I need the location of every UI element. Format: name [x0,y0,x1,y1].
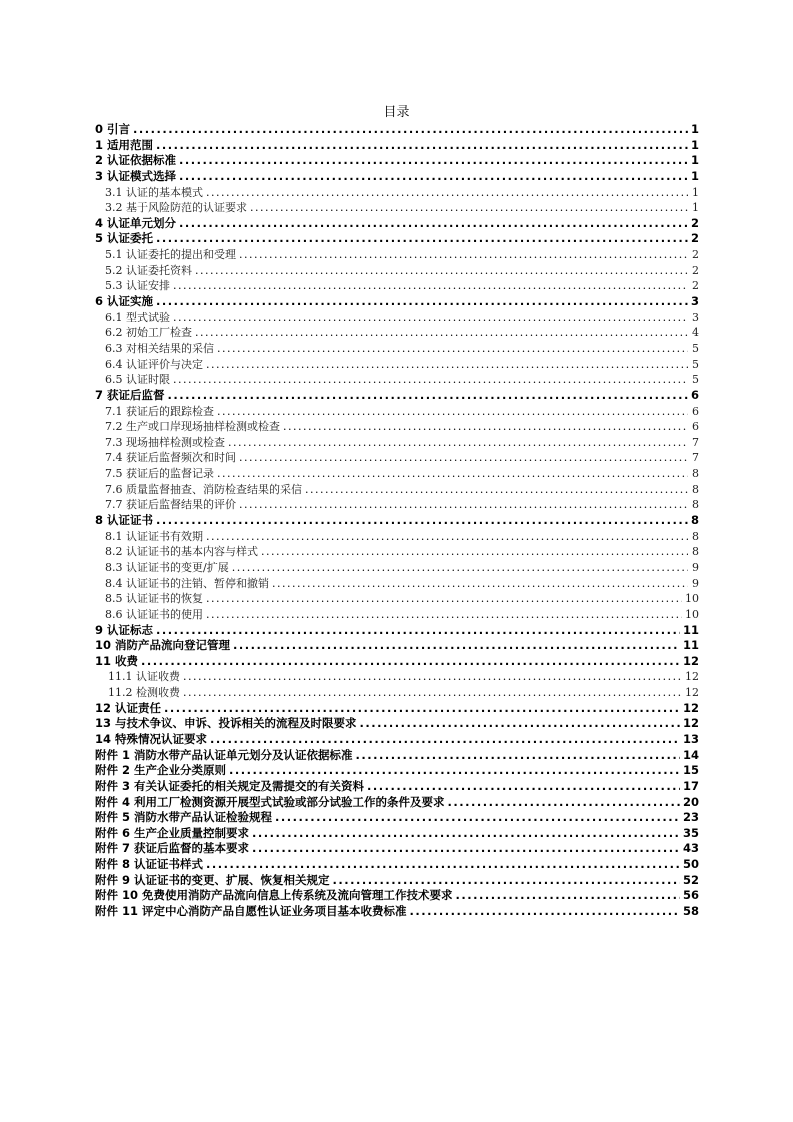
toc-entry-label: 6.4 认证评价与决定 [105,357,203,371]
toc-entry[interactable] [95,231,699,247]
toc-entry[interactable] [95,873,699,889]
toc-entry-page-number: 9 [692,560,699,574]
toc-entry-label: 11.1 认证收费 [108,670,180,684]
toc-entry[interactable] [95,138,699,154]
toc-dot-leader [356,748,680,764]
toc-dot-leader [179,216,688,232]
toc-entry-label: 5.2 认证委托资料 [105,263,192,277]
toc-entry-label: 6.5 认证时限 [105,373,170,387]
toc-entry-label: 10 消防产品流向登记管理 [95,638,231,653]
toc-dot-leader [206,857,680,873]
toc-entry[interactable] [95,716,699,732]
toc-dot-leader [239,497,688,513]
toc-entry[interactable] [95,482,699,498]
toc-dot-leader [252,826,680,842]
toc-dot-leader [206,607,682,623]
toc-dot-leader [133,122,688,138]
toc-dot-leader [183,669,682,685]
toc-entry-page-number: 1 [692,201,699,215]
toc-entry[interactable] [95,513,699,529]
toc-entry-label: 3.2 基于风险防范的认证要求 [105,201,247,215]
toc-entry[interactable] [95,216,699,232]
toc-entry-page-number: 35 [682,825,699,840]
toc-dot-leader [367,779,680,795]
toc-entry[interactable] [95,826,699,842]
toc-entry[interactable] [95,404,699,420]
toc-dot-leader [156,513,688,529]
toc-entry[interactable] [95,466,699,482]
toc-dot-leader [217,404,688,420]
toc-entry-label: 8.2 认证证书的基本内容与样式 [105,545,258,559]
toc-entry[interactable] [95,701,699,717]
toc-dot-leader [261,544,688,560]
toc-dot-leader [333,873,680,889]
toc-entry-page-number: 5 [692,341,699,355]
toc-entry[interactable] [95,419,699,435]
toc-entry-page-number: 1 [690,153,699,168]
toc-entry[interactable] [95,763,699,779]
toc-dot-leader [229,763,680,779]
toc-entry[interactable] [95,294,699,310]
toc-entry-page-number: 9 [692,576,699,590]
toc-dot-leader [283,419,688,435]
toc-dot-leader [275,810,680,826]
toc-entry[interactable] [95,638,699,654]
toc-entry-page-number: 23 [682,810,699,825]
toc-entry-page-number: 43 [682,841,699,856]
toc-entry-page-number: 12 [682,653,699,668]
toc-dot-leader [272,576,688,592]
toc-entry-label: 附件 3 有关认证委托的相关规定及需提交的有关资料 [95,778,365,793]
toc-entry-page-number: 1 [690,168,699,183]
toc-entry-label: 附件 1 消防水带产品认证单元划分及认证依据标准 [95,747,353,762]
toc-dot-leader [141,654,680,670]
toc-entry-page-number: 11 [682,638,699,653]
toc-dot-leader [232,560,688,576]
toc-dot-leader [156,138,688,154]
toc-dot-leader [179,169,688,185]
toc-dot-leader [168,388,688,404]
toc-dot-leader [179,153,688,169]
toc-entry[interactable] [95,888,699,904]
toc-entry-label: 6.1 型式试验 [105,310,170,324]
toc-entry-label: 13 与技术争议、申诉、投诉相关的流程及时限要求 [95,716,357,731]
toc-entry-page-number: 8 [690,513,699,528]
toc-entry-label: 附件 7 获证后监督的基本要求 [95,841,250,856]
toc-entry[interactable] [95,669,699,685]
toc-entry-label: 7.1 获证后的跟踪检查 [105,404,214,418]
toc-entry[interactable] [95,904,699,920]
toc-dot-leader [228,435,688,451]
toc-entry-page-number: 56 [682,888,699,903]
toc-entry-label: 12 认证责任 [95,700,162,715]
toc-entry-page-number: 12 [685,686,699,700]
toc-entry-label: 4 认证单元划分 [95,215,177,230]
toc-entry[interactable] [95,310,699,326]
toc-dot-leader [360,716,680,732]
toc-entry-label: 附件 2 生产企业分类原则 [95,763,227,778]
toc-entry[interactable] [95,278,699,294]
toc-entry-page-number: 20 [682,794,699,809]
toc-entry[interactable] [95,372,699,388]
toc-entry-page-number: 15 [682,763,699,778]
toc-entry-label: 6 认证实施 [95,294,154,309]
toc-dot-leader [195,325,688,341]
toc-entry[interactable] [95,591,699,607]
toc-entry-page-number: 2 [692,279,699,293]
toc-entry-label: 5.3 认证安排 [105,279,170,293]
toc-entry-label: 8.6 认证证书的使用 [105,607,203,621]
toc-entry[interactable] [95,341,699,357]
toc-entry-page-number: 12 [682,716,699,731]
toc-entry-page-number: 14 [682,747,699,762]
toc-entry-page-number: 3 [690,294,699,309]
toc-entry-label: 附件 4 利用工厂检测资源开展型式试验或部分试验工作的条件及要求 [95,794,445,809]
toc-dot-leader [173,310,688,326]
toc-dot-leader [410,904,680,920]
toc-entry-label: 1 适用范围 [95,137,154,152]
toc-entry-page-number: 4 [692,326,699,340]
toc-entry-page-number: 6 [690,387,699,402]
toc-entry[interactable] [95,497,699,513]
toc-entry[interactable] [95,200,699,216]
toc-entry-label: 7 获证后监督 [95,387,165,402]
toc-entry[interactable] [95,435,699,451]
toc-entry-page-number: 3 [692,310,699,324]
toc-entry-label: 附件 5 消防水带产品认证检验规程 [95,810,273,825]
toc-entry[interactable] [95,623,699,639]
toc-entry[interactable] [95,779,699,795]
toc-entry-label: 8.1 认证证书有效期 [105,529,203,543]
toc-entry-label: 14 特殊情况认证要求 [95,731,208,746]
toc-entry-page-number: 12 [685,670,699,684]
toc-entry-page-number: 7 [692,435,699,449]
toc-entry-page-number: 8 [692,482,699,496]
toc-entry[interactable] [95,122,699,138]
toc-entry-label: 7.3 现场抽样检测或检查 [105,435,225,449]
toc-entry[interactable] [95,357,699,373]
toc-entry-label: 7.6 质量监督抽查、消防检查结果的采信 [105,482,302,496]
toc-entry-label: 3.1 认证的基本模式 [105,185,203,199]
toc-dot-leader [206,591,682,607]
toc-entry-label: 8.4 认证证书的注销、暂停和撤销 [105,576,269,590]
table-of-contents [95,122,699,920]
toc-entry-label: 2 认证依据标准 [95,153,177,168]
toc-entry[interactable] [95,748,699,764]
toc-dot-leader [217,466,688,482]
toc-dot-leader [156,623,680,639]
toc-dot-leader [206,185,688,201]
toc-entry-label: 附件 6 生产企业质量控制要求 [95,825,250,840]
toc-entry-label: 附件 11 评定中心消防产品自愿性认证业务项目基本收费标准 [95,904,407,919]
toc-entry[interactable] [95,185,699,201]
toc-dot-leader [239,247,688,263]
toc-dot-leader [206,357,688,373]
toc-entry-label: 5 认证委托 [95,231,154,246]
toc-entry[interactable] [95,263,699,279]
toc-entry-page-number: 17 [682,778,699,793]
toc-entry-page-number: 11 [682,622,699,637]
toc-entry-label: 8.5 认证证书的恢复 [105,592,203,606]
toc-entry[interactable] [95,529,699,545]
toc-entry-label: 附件 9 认证证书的变更、扩展、恢复相关规定 [95,872,330,887]
toc-entry-page-number: 1 [690,137,699,152]
toc-entry-label: 7.2 生产或口岸现场抽样检测或检查 [105,420,280,434]
toc-entry[interactable] [95,247,699,263]
toc-dot-leader [195,263,688,279]
toc-title: 目录 [383,105,410,120]
toc-entry-page-number: 8 [692,529,699,543]
toc-entry-page-number: 10 [685,607,699,621]
toc-dot-leader [252,841,680,857]
toc-entry-label: 0 引言 [95,122,131,136]
toc-entry-page-number: 58 [682,904,699,919]
toc-entry-page-number: 5 [692,373,699,387]
toc-entry[interactable] [95,810,699,826]
toc-dot-leader [164,701,680,717]
toc-entry[interactable] [95,685,699,701]
toc-entry-page-number: 8 [692,467,699,481]
toc-entry[interactable] [95,388,699,404]
toc-entry-page-number: 5 [692,357,699,371]
toc-dot-leader [156,294,688,310]
toc-entry-page-number: 13 [682,731,699,746]
toc-entry-page-number: 50 [682,857,699,872]
toc-entry[interactable] [95,544,699,560]
toc-entry[interactable] [95,169,699,185]
toc-entry-label: 7.5 获证后的监督记录 [105,467,214,481]
toc-entry-label: 附件 8 认证证书样式 [95,857,204,872]
toc-entry-page-number: 2 [690,215,699,230]
toc-entry-page-number: 8 [692,545,699,559]
toc-dot-leader [210,732,680,748]
toc-entry-page-number: 1 [692,185,699,199]
toc-entry-label: 11 收费 [95,653,139,668]
toc-entry-page-number: 6 [692,404,699,418]
toc-dot-leader [173,372,688,388]
toc-dot-leader [173,278,688,294]
toc-dot-leader [217,341,688,357]
toc-entry-label: 7.7 获证后监督结果的评价 [105,498,236,512]
toc-entry[interactable] [95,654,699,670]
toc-entry-label: 7.4 获证后监督频次和时间 [105,451,236,465]
toc-dot-leader [239,450,688,466]
toc-entry[interactable] [95,560,699,576]
toc-dot-leader [456,888,680,904]
toc-entry-page-number: 52 [682,872,699,887]
toc-entry-label: 6.3 对相关结果的采信 [105,341,214,355]
toc-entry[interactable] [95,576,699,592]
toc-entry-page-number: 6 [692,420,699,434]
toc-dot-leader [183,685,682,701]
toc-dot-leader [156,231,688,247]
toc-dot-leader [305,482,688,498]
toc-entry-page-number: 12 [682,700,699,715]
toc-entry-label: 3 认证模式选择 [95,168,177,183]
toc-entry[interactable] [95,325,699,341]
toc-entry-page-number: 2 [690,231,699,246]
toc-entry[interactable] [95,607,699,623]
toc-entry-page-number: 7 [692,451,699,465]
toc-entry[interactable] [95,841,699,857]
toc-dot-leader [206,529,688,545]
toc-entry-label: 8 认证证书 [95,513,154,528]
toc-entry[interactable] [95,153,699,169]
toc-entry-label: 附件 10 免费使用消防产品流向信息上传系统及流向管理工作技术要求 [95,888,453,903]
toc-entry[interactable] [95,732,699,748]
toc-entry-page-number: 1 [690,122,699,136]
toc-entry-label: 9 认证标志 [95,622,154,637]
toc-entry-page-number: 2 [692,248,699,262]
toc-entry-label: 8.3 认证证书的变更/扩展 [105,560,229,574]
toc-dot-leader [250,200,688,216]
toc-entry-page-number: 10 [685,592,699,606]
toc-dot-leader [233,638,680,654]
toc-dot-leader [448,795,680,811]
toc-entry[interactable] [95,450,699,466]
toc-entry[interactable] [95,857,699,873]
toc-entry-label: 5.1 认证委托的提出和受理 [105,248,236,262]
toc-entry-label: 11.2 检测收费 [108,686,180,700]
toc-entry-label: 6.2 初始工厂检查 [105,326,192,340]
toc-entry-page-number: 2 [692,263,699,277]
toc-entry[interactable] [95,795,699,811]
toc-entry-page-number: 8 [692,498,699,512]
